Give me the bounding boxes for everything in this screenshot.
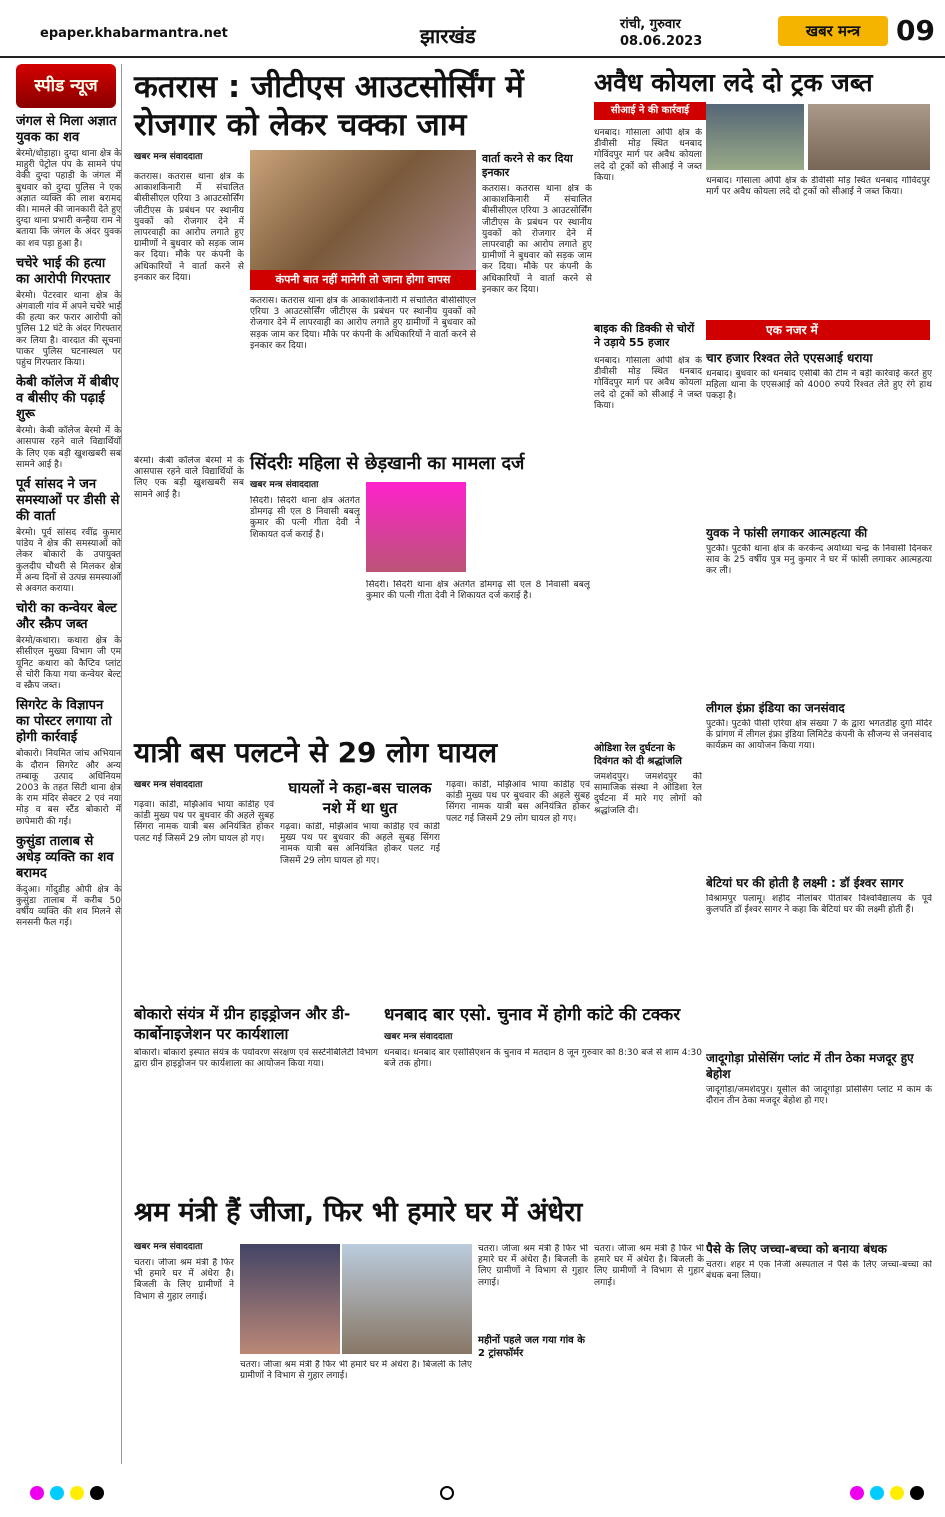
sindri-photo	[366, 482, 466, 572]
dhanbad-byline: खबर मन्त्र संवाददाता	[384, 1032, 453, 1042]
odisha-headline: ओडिशा रेल दुर्घटना के दिवंगत को दी श्रद्धांजलि	[594, 743, 682, 767]
crowd-photo	[342, 1244, 472, 1354]
section-title: झारखंड	[420, 24, 476, 48]
sidebar-headline: कुसुंडा तालाब से अधेड़ व्यक्ति का शव बरामद	[16, 833, 114, 881]
sidebar-headline: जंगल से मिला अज्ञात युवक का शव	[16, 114, 117, 145]
page-number: 09	[896, 14, 935, 47]
bus-body: गढ़वा। कांडी, मझिआंव भाया कांडीह एवं कांडी मुख्य पथ पर बुधवार की अहले सुबह सिंगरा नामक यात्री बस अनियंत्रित होकर पलट गई जिसमें 29 लोग घायल हो गए।	[134, 800, 274, 844]
lead-photo	[250, 150, 476, 270]
officer-photo	[706, 104, 804, 170]
shram-body-2: चतरा। जीजा श्रम मंत्री हैं फिर भी हमारे घर में अंधेरा है। बिजली के लिए ग्रामीणों ने विभाग से गुहार लगाई।	[240, 1360, 472, 1382]
lead-byline: खबर मन्त्र संवाददाता	[134, 152, 203, 162]
nazar-body: जादूगोड़ा/जमशेदपुर। यूसील की जादूगोड़ा प्रोसेसिंग प्लांट में काम के दौरान तीन ठेका मजदूर बेहोश हो गए।	[706, 1085, 932, 1107]
coal-body: धनबाद। गोसाला ओपी क्षेत्र के डीवीसी मोड़ स्थित धनबाद गोविंदपुर मार्ग पर अवैध कोयला लदे दो ट्रकों को सीआई ने जब्त किया।	[594, 128, 702, 183]
bus-body-2: गढ़वा। कांडी, मझिआंव भाया कांडीह एवं कांडी मुख्य पथ पर बुधवार की अहले सुबह सिंगरा नामक यात्री बस अनियंत्रित होकर पलट गई जिसमें 29 लोग घायल हो गए।	[280, 822, 440, 866]
sidebar-body: बेरमो/धोड़ाहा। दुग्दा थाना क्षेत्र के माहुरी पेट्रोल पंप के सामने पंप वेकी दुग्दा पहाड़ी के जंगल में बुधवार को दुग्दा पुलिस ने एक अज्ञात व्यक्ति की लाश बरामद की। मामले की जानकारी देते हुए दुग्दा थाना प्रभारी कन्हैया राम ने बताया कि जंगल के अंदर युवक का शव पड़ा हुआ है।	[16, 149, 121, 249]
sidebar-headline: सिगरेट के विज्ञापन का पोस्टर लगाया तो होगी कार्रवाई	[16, 698, 112, 746]
coal-tag: सीआई ने की कार्रवाई	[594, 102, 706, 120]
sidebar-body: बोकारो। नियमित जांच अभियान के दौरान सिगरेट और अन्य तम्बाकू उत्पाद अधिनियम 2003 के तहत सिटी थाना क्षेत्र के राम मंदिर सेक्टर 2 एवं नया मोड़ व बस स्टैंड बोकारो में छापेमारी की गई।	[16, 749, 121, 827]
nazar-body: विश्रामपुर पलामू। शहीद नीलांबर पीतांबर विश्वविद्यालय के पूर्व कुलपति डॉ ईश्वर सागर ने कहा कि बेटियां घर की लक्ष्मी होती हैं।	[706, 894, 932, 916]
color-registration-bar	[0, 1470, 945, 1517]
nazar-headline: लीगल इंफ्रा इंडिया का जनसंवाद	[706, 701, 845, 715]
sidebar-headline: पूर्व सांसद ने जन समस्याओं पर डीसी से की वार्ता	[16, 477, 120, 525]
shram-headline: श्रम मंत्री हैं जीजा, फिर भी हमारे घर में अंधेरा	[134, 1197, 583, 1228]
coal-body-2: धनबाद। गोसाला ओपी क्षेत्र के डीवीसी मोड़ स्थित धनबाद गोविंदपुर मार्ग पर अवैध कोयला लदे दो ट्रकों को सीआई ने जब्त किया।	[706, 176, 930, 198]
shram-body-3: चतरा। जीजा श्रम मंत्री हैं फिर भी हमारे घर में अंधेरा है। बिजली के लिए ग्रामीणों ने विभाग से गुहार लगाई।	[478, 1244, 588, 1288]
sidebar-body: बेरमो। केबी कॉलेज बेरमो में के आसपास रहने वाले विद्यार्थियों के लिए एक बड़ी खुशखबरी सब सामने आई है।	[16, 426, 121, 470]
lead-body: कतरास। कतरास थाना क्षेत्र के आकाशकिनारी में संचालित बीसीसीएल एरिया 3 आउटसोर्सिंग जीटीएस के प्रबंधन पर स्थानीय युवकों को रोजगार देने में लापरवाही का आरोप लगाते हुए ग्रामीणों ने बुधवार को सड़क जाम कर दिया। मौके पर कंपनी के अधिकारियों ने वार्ता करने से इनकार कर दिया।	[134, 172, 244, 283]
sindri-body-2: सिंदरी। सिंदरी थाना क्षेत्र अंतर्गत डोमगढ़ सी एल 8 निवासी बबलू कुमार की पत्नी गीता देवी ने शिकायत दर्ज कराई है।	[366, 580, 590, 602]
lead-caption: कंपनी बात नहीं मानेगी तो जाना होगा वापस	[250, 270, 476, 290]
dateline: रांची, गुरुवार 08.06.2023	[620, 17, 703, 49]
nazar-body: चतरा। शहर में एक निजी अस्पताल ने पैसे के लिए जच्चा-बच्चा को बंधक बना लिया।	[706, 1260, 932, 1282]
speed-news-badge: स्पीड न्यूज	[16, 64, 116, 108]
brand-logo: खबर मन्त्र	[778, 16, 888, 46]
sidebar-headline: चचेरे भाई की हत्या का आरोपी गिरफ्तार	[16, 255, 111, 287]
sidebar-body: बेरमो/कथारा। कथारा क्षेत्र के सीसीएल मुख्या विभाग जी एम यूनिट कथारा को कैप्टिव प्लांट से चोरी किया गया कन्वेयर बेल्ट व स्क्रैप जब्त।	[16, 636, 121, 692]
lead-body-2: कतरास। कतरास थाना क्षेत्र के आकाशकिनारी में संचालित बीसीसीएल एरिया 3 आउटसोर्सिंग जीटीएस के प्रबंधन पर स्थानीय युवकों को रोजगार देने में लापरवाही का आरोप लगाते हुए ग्रामीणों ने बुधवार को सड़क जाम कर दिया। मौके पर कंपनी के अधिकारियों ने वार्ता करने से इनकार कर दिया।	[250, 296, 476, 351]
nazar-banner: एक नजर में	[706, 320, 930, 340]
shram-body: चतरा। जीजा श्रम मंत्री हैं फिर भी हमारे घर में अंधेरा है। बिजली के लिए ग्रामीणों ने विभाग से गुहार लगाई।	[134, 1258, 234, 1302]
nazar-headline: युवक ने फांसी लगाकर आत्महत्या की	[706, 526, 868, 540]
dhanbad-headline: धनबाद बार एसो. चुनाव में होगी कांटे की टक्कर	[384, 1005, 681, 1025]
shram-byline: खबर मन्त्र संवाददाता	[134, 1242, 203, 1252]
sidebar-body: बेरमो। पूर्व सांसद रवींद्र कुमार पांडेय ने क्षेत्र की समस्याओं को लेकर बोकारो के उपायुक्त कुलदीप चौधरी से मिलकर क्षेत्र में अन्य दिनों से उत्पन्न समस्याओं से अवगत कराया।	[16, 528, 121, 595]
sidebar-speed-news	[16, 64, 122, 1464]
shram-subheadline: महीनों पहले जल गया गांव के 2 ट्रांसफॉर्मर	[478, 1335, 585, 1359]
sidebar-body: बेरमो। पेटरवार थाना क्षेत्र के अंगवाली गांव में अपने चचेरे भाई की हत्या कर फरार आरोपी को पुलिस 12 घंटे के अंदर गिरफ्तार कर लिया है। वारदात की सूचना पाकर पुलिस घटनास्थल पर पहुंच गिरफ्तार किया।	[16, 290, 121, 369]
sindri-body: सिंदरी। सिंदरी थाना क्षेत्र अंतर्गत डोमगढ़ सी एल 8 निवासी बबलू कुमार की पत्नी गीता देवी ने शिकायत दर्ज कराई है।	[250, 496, 360, 540]
coal-headline: अवैध कोयला लदे दो ट्रक जब्त	[594, 68, 873, 97]
lead-headline: कतरास : जीटीएस आउटसोर्सिंग में रोजगार को लेकर चक्का जाम	[134, 69, 524, 143]
site-url[interactable]: epaper.khabarmantra.net	[40, 26, 228, 41]
nazar-body: धनबाद। बुधवार को धनबाद एसीबी की टीम ने बड़ी कार्रवाई करते हुए महिला थाना के एएसआई को 4000 रुपये रिश्वत लेते हुए रंगे हाथ पकड़ा है।	[706, 369, 932, 402]
sidebar-headline: चोरी का कन्वेयर बेल्ट और स्क्रैप जब्त	[16, 601, 117, 633]
nazar-column	[706, 344, 932, 1454]
page-header	[0, 0, 945, 58]
lead-side-headline: वार्ता करने से कर दिया इनकार	[482, 152, 573, 179]
truck-photo	[808, 104, 930, 170]
bike-theft-body: धनबाद। गोसाला ओपी क्षेत्र के डीवीसी मोड़ स्थित धनबाद गोविंदपुर मार्ग पर अवैध कोयला लदे दो ट्रकों को सीआई ने जब्त किया।	[594, 356, 702, 411]
nazar-headline: बेटियां घर की होती है लक्ष्मी : डॉ ईश्वर सागर	[706, 876, 904, 890]
nazar-headline: पैसे के लिए जच्चा-बच्चा को बनाया बंधक	[706, 1242, 887, 1256]
sindri-headline: सिंदरीः महिला से छेड़खानी का मामला दर्ज	[250, 453, 525, 474]
bokaro-headline: बोकारो संयंत्र में ग्रीन हाइड्रोजन और डी-कार्बोनाइजेशन पर कार्यशाला	[134, 1005, 351, 1043]
nazar-headline: जादूगोड़ा प्रोसेसिंग प्लांट में तीन ठेका मजदूर हुए बेहोश	[706, 1051, 914, 1081]
bus-headline: यात्री बस पलटने से 29 लोग घायल	[134, 736, 498, 769]
bokaro-body: बोकारो। बोकारो इस्पात संयंत्र के पर्यावरण संरक्षण एवं सस्टेनेबिलिटी विभाग द्वारा ग्रीन हाइड्रोजन पर कार्यशाला का आयोजन किया गया।	[134, 1048, 378, 1070]
dhanbad-body: धनबाद। धनबाद बार एसोसिएशन के चुनाव में मतदान 8 जून गुरुवार को 8:30 बजे से शाम 4:30 बजे तक होगा।	[384, 1048, 702, 1070]
bus-byline: खबर मन्त्र संवाददाता	[134, 780, 203, 790]
nazar-headline: चार हजार रिश्वत लेते एएसआई धराया	[706, 351, 873, 365]
minister-photo	[240, 1244, 340, 1354]
shram-body-4: चतरा। जीजा श्रम मंत्री हैं फिर भी हमारे घर में अंधेरा है। बिजली के लिए ग्रामीणों ने विभाग से गुहार लगाई।	[594, 1244, 704, 1288]
sindri-byline: खबर मन्त्र संवाददाता	[250, 480, 319, 490]
bike-theft-headline: बाइक की डिक्की से चोरों ने उड़ाये 55 हजार	[594, 322, 695, 349]
odisha-body: जमशेदपुर। जमशेदपुर की सामाजिक संस्था ने ओडिशा रेल दुर्घटना में मारे गए लोगों को श्रद्धांजलि दी।	[594, 772, 702, 816]
sidebar-headline: केबी कॉलेज में बीबीए व बीसीए की पढ़ाई शुरू	[16, 375, 119, 423]
sidebar-body: केंदुआ। गोंदुडीह ओपी क्षेत्र के कुसुंडा तालाब में करीब 50 वर्षीय व्यक्ति की शव मिलने से सनसनी फैल गई।	[16, 884, 121, 929]
nazar-body: पुटकी। पुटकी पीसी एरिया क्षेत्र संख्या 7 के द्वारा भगतडीह दुर्गा मंदिर के प्रांगण में लीगल इंफ्रा इंडिया लिमिटेड कंपनी के सौजन्य से जनसंवाद कार्यक्रम का आयोजन किया गया।	[706, 719, 932, 752]
college-body: बेरमो। केबी कॉलेज बेरमो में के आसपास रहने वाले विद्यार्थियों के लिए एक बड़ी खुशखबरी सब सामने आई है।	[134, 456, 244, 500]
bus-body-3: गढ़वा। कांडी, मझिआंव भाया कांडीह एवं कांडी मुख्य पथ पर बुधवार की अहले सुबह सिंगरा नामक यात्री बस अनियंत्रित होकर पलट गई जिसमें 29 लोग घायल हो गए।	[446, 780, 590, 824]
bus-subheadline: घायलों ने कहा-बस चालक नशे में था धुत	[288, 779, 432, 817]
lead-side-body: कतरास। कतरास थाना क्षेत्र के आकाशकिनारी में संचालित बीसीसीएल एरिया 3 आउटसोर्सिंग जीटीएस के प्रबंधन पर स्थानीय युवकों को रोजगार देने में लापरवाही का आरोप लगाते हुए ग्रामीणों ने बुधवार को सड़क जाम कर दिया। मौके पर कंपनी के अधिकारियों ने वार्ता करने से इनकार कर दिया।	[482, 184, 592, 295]
nazar-body: पुटकी। पुटकी थाना क्षेत्र के करकेन्द अयोध्या चन्द्र के निवासी दिनकर साव के 25 वर्षीय पुत्र मनु कुमार ने घर में फांसी लगाकर आत्महत्या कर ली।	[706, 544, 932, 577]
